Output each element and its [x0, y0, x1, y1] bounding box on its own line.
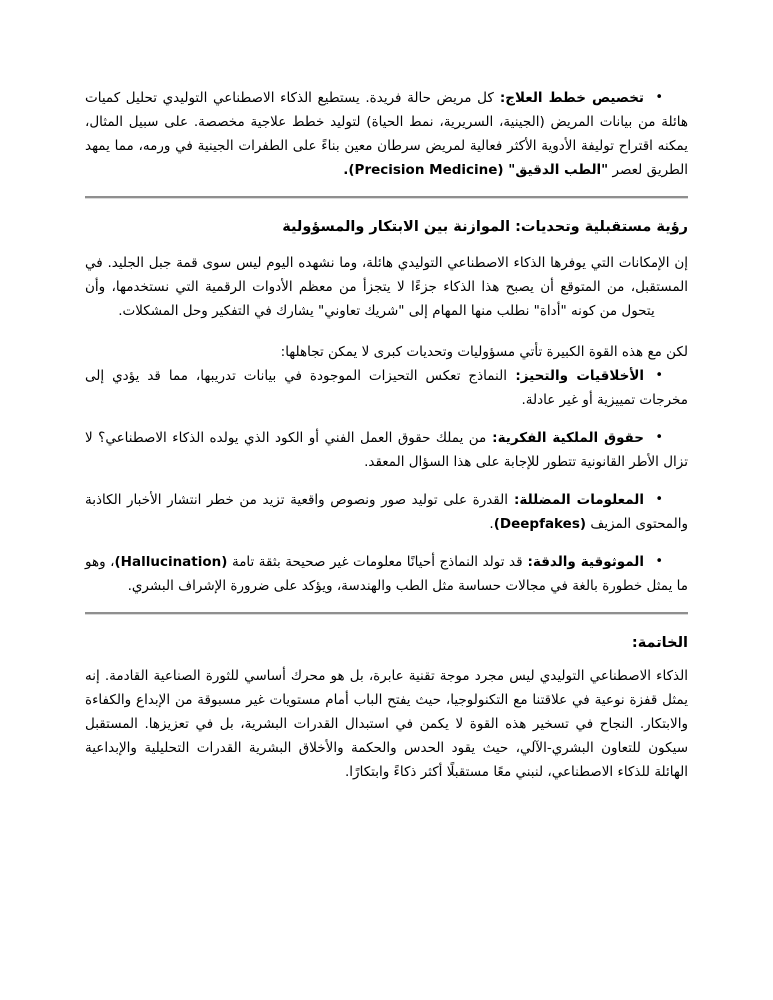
list-item-lead: الموثوقية والدقة: — [522, 554, 645, 570]
list-item-bold-tail: (Hallucination) — [114, 554, 228, 570]
bullet-icon: • — [655, 90, 663, 105]
list-item-text: قد تولد النماذج أحيانًا معلومات غير صحيحة بثقة تامة — [227, 554, 523, 570]
list-item-bold-tail: (Deepfakes) — [493, 516, 587, 532]
list-item-intellectual-property — [85, 426, 688, 474]
list-item-bold-tail: "الطب الدقيق" (Precision Medicine). — [343, 162, 609, 178]
list-item-text-tail: . — [489, 516, 494, 532]
list-item-lead: المعلومات المضللة: — [508, 492, 644, 508]
list-item-ethics-bias — [85, 364, 688, 412]
section-divider — [85, 612, 688, 615]
conclusion-paragraph: الذكاء الاصطناعي التوليدي ليس مجرد موجة تقنية عابرة، بل هو محرك أساسي للثورة الصناعية القادمة. إنه يمثل قفزة نوعية في علاقتنا مع التكنولوجيا، حيث يفتح الباب أمام مستويات غير مسبوقة من الإبداع والكفاءة والابتكار. النجاح في تسخير هذه القوة لا يكمن في استبدال القدرات البشرية، بل في تعزيزها. المستقبل سيكون للتعاون البشري-الآلي، حيث يقود الحدس والحكمة والأخلاق البشرية القدرات التحليلية والإبداعية الهائلة للذكاء الاصطناعي، لنبني معًا مستقبلًا أكثر ذكاءً وابتكارًا. — [85, 668, 688, 780]
list-item-misinformation — [85, 488, 688, 536]
challenges-bullet-list — [85, 364, 688, 598]
list-item-reliability-accuracy — [85, 550, 688, 598]
future-section-heading: رؤية مستقبلية وتحديات: الموازنة بين الابتكار والمسؤولية — [282, 219, 688, 235]
list-item-text: القدرة على توليد صور ونصوص واقعية تزيد من خطر انتشار الأخبار الكاذبة والمحتوى المزيف — [85, 492, 688, 532]
bullet-icon: • — [655, 368, 663, 383]
bullet-icon: • — [655, 430, 663, 445]
list-item-lead: تخصيص خطط العلاج: — [493, 90, 644, 106]
future-intro-paragraph: إن الإمكانات التي يوفرها الذكاء الاصطناعي التوليدي هائلة، وما نشهده اليوم ليس سوى قمة جبل الجليد. في المستقبل، من المتوقع أن يصبح هذا الذكاء جزءًا لا يتجزأ من معظم الأدوات الرقمية التي نستخدمها، وأن يتحول من كونه "أداة" نطلب منها المهام إلى "شريك تعاوني" يشارك في التفكير وحل المشكلات. — [85, 255, 688, 319]
bullet-icon: • — [655, 492, 663, 507]
list-item-text-tail: ، وهو ما يمثل خطورة بالغة في مجالات حساسة مثل الطب والهندسة، ويؤكد على ضرورة الإشراف البشري. — [85, 554, 688, 594]
challenges-lead-in: لكن مع هذه القوة الكبيرة تأتي مسؤوليات وتحديات كبرى لا يمكن تجاهلها: — [280, 344, 688, 360]
list-item-text: من يملك حقوق العمل الفني أو الكود الذي يولده الذكاء الاصطناعي؟ لا تزال الأطر القانونية تتطور للإجابة على هذا السؤال المعقد. — [85, 430, 688, 470]
list-item-text: كل مريض حالة فريدة. يستطيع الذكاء الاصطناعي التوليدي تحليل كميات هائلة من بيانات المريض (الجينية، السريرية، نمط الحياة) لتوليد خطط علاجية مخصصة. على سبيل المثال، يمكنه اقتراح توليفة الأدوية الأكثر فعالية لمريض سرطان معين بناءً على الطفرات الجينية في ورمه، مما يمهد الطريق لعصر — [85, 90, 688, 178]
list-item-text: النماذج تعكس التحيزات الموجودة في بيانات تدريبها، مما قد يؤدي إلى مخرجات تمييزية أو غير عادلة. — [85, 368, 688, 408]
list-item-lead: حقوق الملكية الفكرية: — [486, 430, 645, 446]
list-item-treatment-plans — [85, 86, 688, 182]
section-divider — [85, 196, 688, 199]
conclusion-heading: الخاتمة: — [631, 635, 688, 651]
bullet-icon: • — [655, 554, 663, 569]
list-item-lead: الأخلاقيات والتحيز: — [506, 368, 644, 384]
treatment-bullet-list — [85, 86, 688, 182]
